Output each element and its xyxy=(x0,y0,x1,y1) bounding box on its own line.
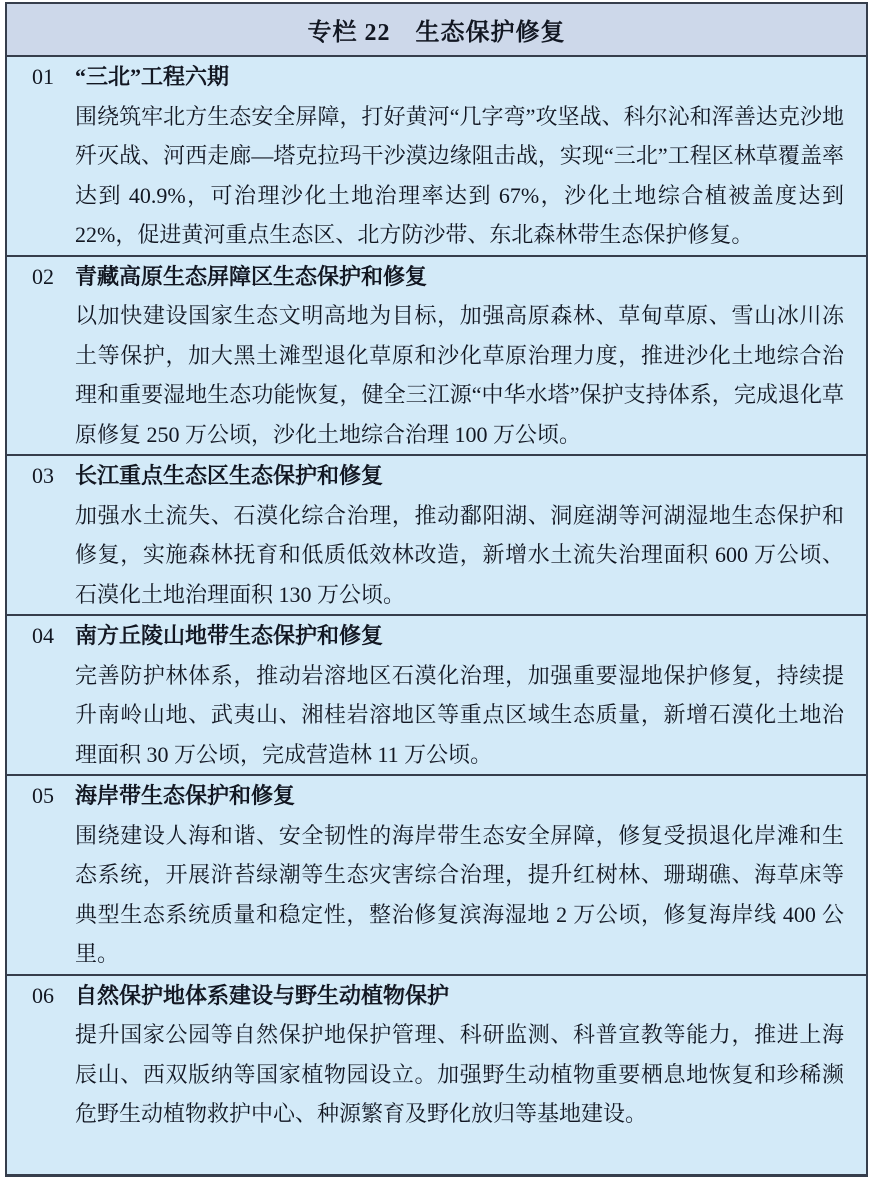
section-row xyxy=(7,776,866,976)
panel-title: 专栏 22 生态保护修复 xyxy=(7,4,866,57)
section-row xyxy=(7,616,866,776)
section-title: 海岸带生态保护和修复 xyxy=(75,783,296,808)
section-row xyxy=(7,57,866,257)
section-title: 南方丘陵山地带生态保护和修复 xyxy=(75,623,384,648)
section-title: 青藏高原生态屏障区生态保护和修复 xyxy=(75,263,428,289)
section-title-row xyxy=(32,57,844,97)
section-title-row xyxy=(32,257,844,297)
section-body: 提升国家公园等自然保护地保护管理、科研监测、科普宣教等能力，推进上海辰山、西双版纳等国家植物园设立。加强野生动植物重要栖息地恢复和珍稀濒危野生动植物救护中心、种源繁育及野化放归等基地建设。 xyxy=(75,1022,844,1126)
section-title: “三北”工程六期 xyxy=(75,64,230,89)
section-row xyxy=(7,456,866,616)
section-body: 加强水土流失、石漠化综合治理，推动鄱阳湖、洞庭湖等河湖湿地生态保护和修复，实施森林抚育和低质低效林改造，新增水土流失治理面积 600 万公顷、石漠化土地治理面积 130 万公顷。 xyxy=(75,502,844,607)
section-body: 围绕筑牢北方生态安全屏障，打好黄河“几字弯”攻坚战、科尔沁和浑善达克沙地歼灭战、河西走廊—塔克拉玛干沙漠边缘阻击战，实现“三北”工程区林草覆盖率达到 40.9%，可治理沙化土地治理率达到 67%，沙化土地综合植被盖度达到 22%，促进黄河重点生态区、北方防沙带、东北森林带生态保护修复。 xyxy=(75,103,844,247)
feature-box xyxy=(5,2,868,1177)
section-title-row xyxy=(32,616,844,656)
section-number: 01 xyxy=(32,64,54,89)
section-body: 以加快建设国家生态文明高地为目标，加强高原森林、草甸草原、雪山冰川冻土等保护，加大黑土滩型退化草原和沙化草原治理力度，推进沙化土地综合治理和重要湿地生态功能恢复，健全三江源“中华水塔”保护支持体系，完成退化草原修复 250 万公顷，沙化土地综合治理 100 万公顷。 xyxy=(75,303,844,447)
section-number: 04 xyxy=(32,623,54,648)
section-body: 完善防护林体系，推动岩溶地区石漠化治理，加强重要湿地保护修复，持续提升南岭山地、武夷山、湘桂岩溶地区等重点区域生态质量，新增石漠化土地治理面积 30 万公顷，完成营造林 11 万公顷。 xyxy=(75,662,844,767)
section-row xyxy=(7,976,866,1134)
section-title-row xyxy=(32,456,844,496)
section-row xyxy=(7,257,866,457)
section-title: 自然保护地体系建设与野生动植物保护 xyxy=(75,982,450,1008)
section-number: 05 xyxy=(32,783,54,808)
section-number: 03 xyxy=(32,463,54,488)
section-title: 长江重点生态区生态保护和修复 xyxy=(75,463,384,488)
section-title-row xyxy=(32,776,844,816)
section-number: 02 xyxy=(32,263,54,289)
section-title-row xyxy=(32,976,844,1016)
section-number: 06 xyxy=(32,982,54,1008)
section-body: 围绕建设人海和谐、安全韧性的海岸带生态安全屏障，修复受损退化岸滩和生态系统，开展浒苔绿潮等生态灾害综合治理，提升红树林、珊瑚礁、海草床等典型生态系统质量和稳定性，整治修复滨海湿地 2 万公顷，修复海岸线 400 公里。 xyxy=(75,822,844,966)
